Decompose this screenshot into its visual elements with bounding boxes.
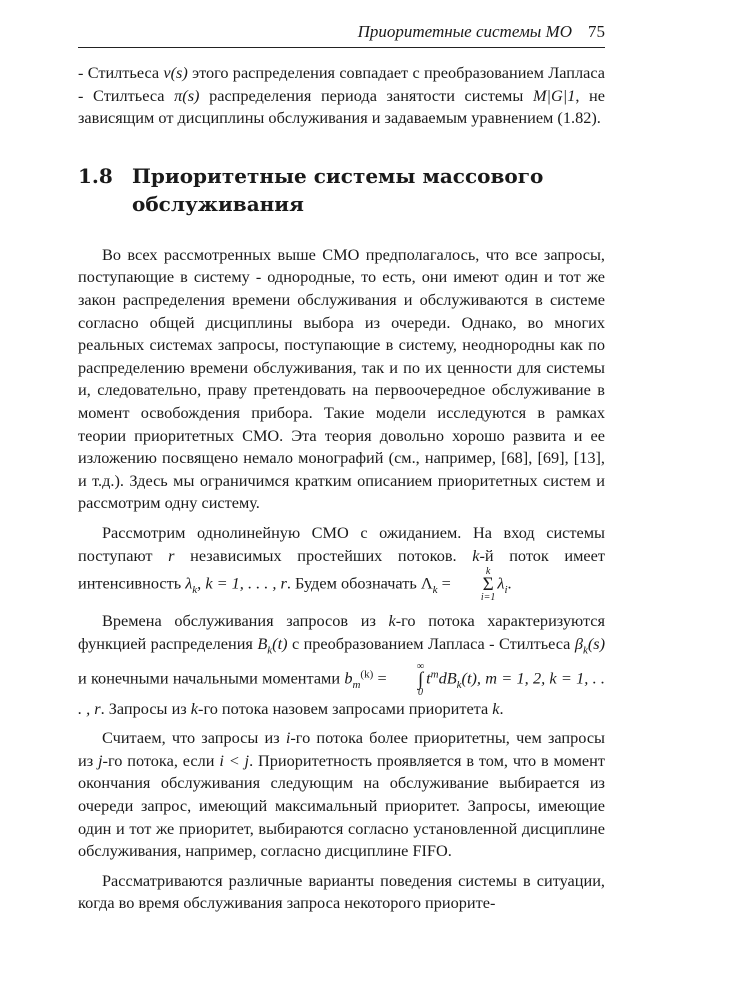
paragraph-priority: Считаем, что запросы из i-го потока более приоритетны, чем запросы из j-го потока, если i < j. Приоритетность проявляется в том, что в момент окончания обслуживания следующим на обслуживание выбирается из очереди запрос, имеющий максимальный приоритет. Запросы, имеющие один и тот же приоритет, выбираются согласно установленной дисциплине обслуживания, например, согласно дисциплине FIFO. [78,728,605,861]
sum-operator: k Σ i=1 [480,566,496,604]
header-rule [78,47,605,48]
integral-operator: ∞ ∫ 0 [416,660,425,698]
section-title: Приоритетные системы массового обслуживания [132,163,544,216]
running-title: Приоритетные системы МО [357,22,572,41]
paragraph-service-times: Времена обслуживания запросов из k-го потока характеризуются функцией распределения $B_k(t)$ с преобразованием Лапласа - Стилтьеса $\beta_k(s)$ и конечными начальными моментами $b_m^{(k)}$ = ∞ ∫ 0 $t^mdB_k(t)$, m = 1, 2, k = 1, . . . , r. Запросы из k-го потока назовем запросами приоритета k. [78,611,606,718]
paragraph-continuation: - Стилтьеса v(s) этого распределения совпадает с преобразованием Лапласа - Стилтьеса π(s) распределения периода занятости системы M|G|1, не зависящим от дисциплины обслуживания и задаваемым уравнением (1.82). [78,63,605,128]
paragraph-variants: Рассматриваются различные варианты поведения системы в ситуации, когда во время обслуживания запроса некоторого приорите- [78,870,605,913]
paragraph-model: Рассмотрим однолинейную СМО с ожиданием. На вход системы поступают r независимых простейших потоков. k-й поток имеет интенсивность $\lambda_k$, k = 1, . . . , r. Будем обозначать $\Lambda_k$ = k Σ i=1 $\lambda_i$. [78,522,605,604]
paragraph-intro: Во всех рассмотренных выше СМО предполагалось, что все запросы, поступающие в систему - однородные, то есть, они имеют один и тот же закон распределения времени обслуживания и обслуживаются в системе согласно общей дисциплины выбора из очереди. Однако, во многих реальных системах запросы, поступающие в систему, неоднородны как по распределению времени обслуживания, так и по их ценности для системы и, следовательно, праву претендовать на первоочередное обслуживание в момент освобождения прибора. Такие модели исследуются в рамках теории приоритетных СМО. Эта теория довольно хорошо развита и ее изложению посвящено немало монографий (см., например, [68], [69], [13], и т.д.). Здесь мы ограничимся кратким описанием приоритетных систем и рассмотрим одну систему. [78,244,605,513]
section-number: 1.8 [78,163,113,188]
page-number: 75 [588,22,605,41]
section-heading [78,162,605,218]
page-body [78,62,605,915]
running-header [78,22,605,44]
